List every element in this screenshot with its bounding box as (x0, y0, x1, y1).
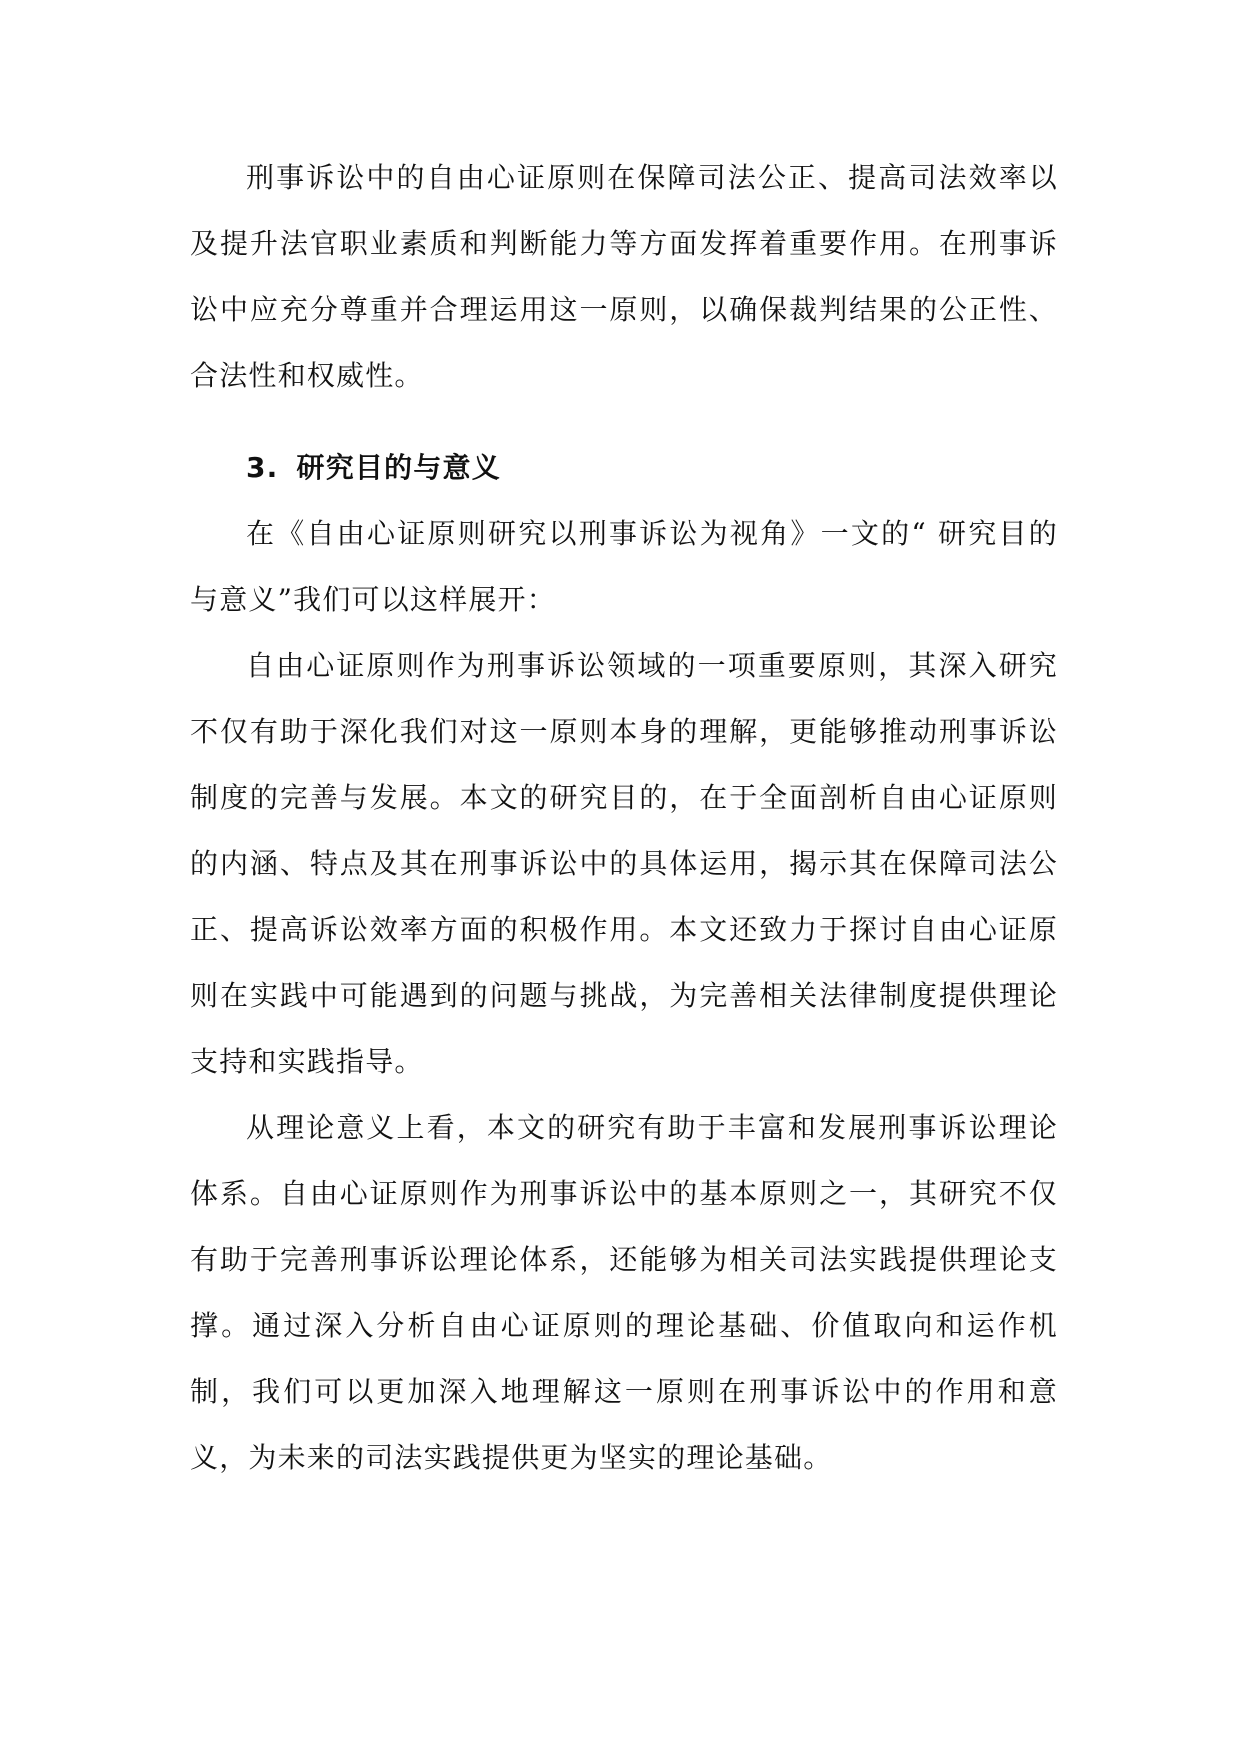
section-heading (190, 435, 1058, 501)
section-heading-title: 研究目的与意义 (296, 451, 501, 484)
paragraph-research-purpose: 自由心证原则作为刑事诉讼领域的一项重要原则，其深入研究不仅有助于深化我们对这一原则本身的理解，更能够推动刑事诉讼制度的完善与发展。本文的研究目的，在于全面剖析自由心证原则的内涵、特点及其在刑事诉讼中的具体运用，揭示其在保障司法公正、提高诉讼效率方面的积极作用。本文还致力于探讨自由心证原则在实践中可能遇到的问题与挑战，为完善相关法律制度提供理论支持和实践指导。 (190, 649, 1058, 1078)
paragraph-lead-in: 在《自由心证原则研究以刑事诉讼为视角》一文的“ 研究目的与意义”我们可以这样展开： (190, 517, 1058, 616)
section-heading-number: 3. (246, 451, 279, 484)
document-body (190, 145, 1058, 1491)
paragraph-theoretical-significance: 从理论意义上看，本文的研究有助于丰富和发展刑事诉讼理论体系。自由心证原则作为刑事诉讼中的基本原则之一，其研究不仅有助于完善刑事诉讼理论体系，还能够为相关司法实践提供理论支撑。通过深入分析自由心证原则的理论基础、价值取向和运作机制，我们可以更加深入地理解这一原则在刑事诉讼中的作用和意义，为未来的司法实践提供更为坚实的理论基础。 (190, 1111, 1058, 1474)
paragraph-intro-summary: 刑事诉讼中的自由心证原则在保障司法公正、提高司法效率以及提升法官职业素质和判断能力等方面发挥着重要作用。在刑事诉讼中应充分尊重并合理运用这一原则，以确保裁判结果的公正性、合法性和权威性。 (190, 161, 1058, 392)
